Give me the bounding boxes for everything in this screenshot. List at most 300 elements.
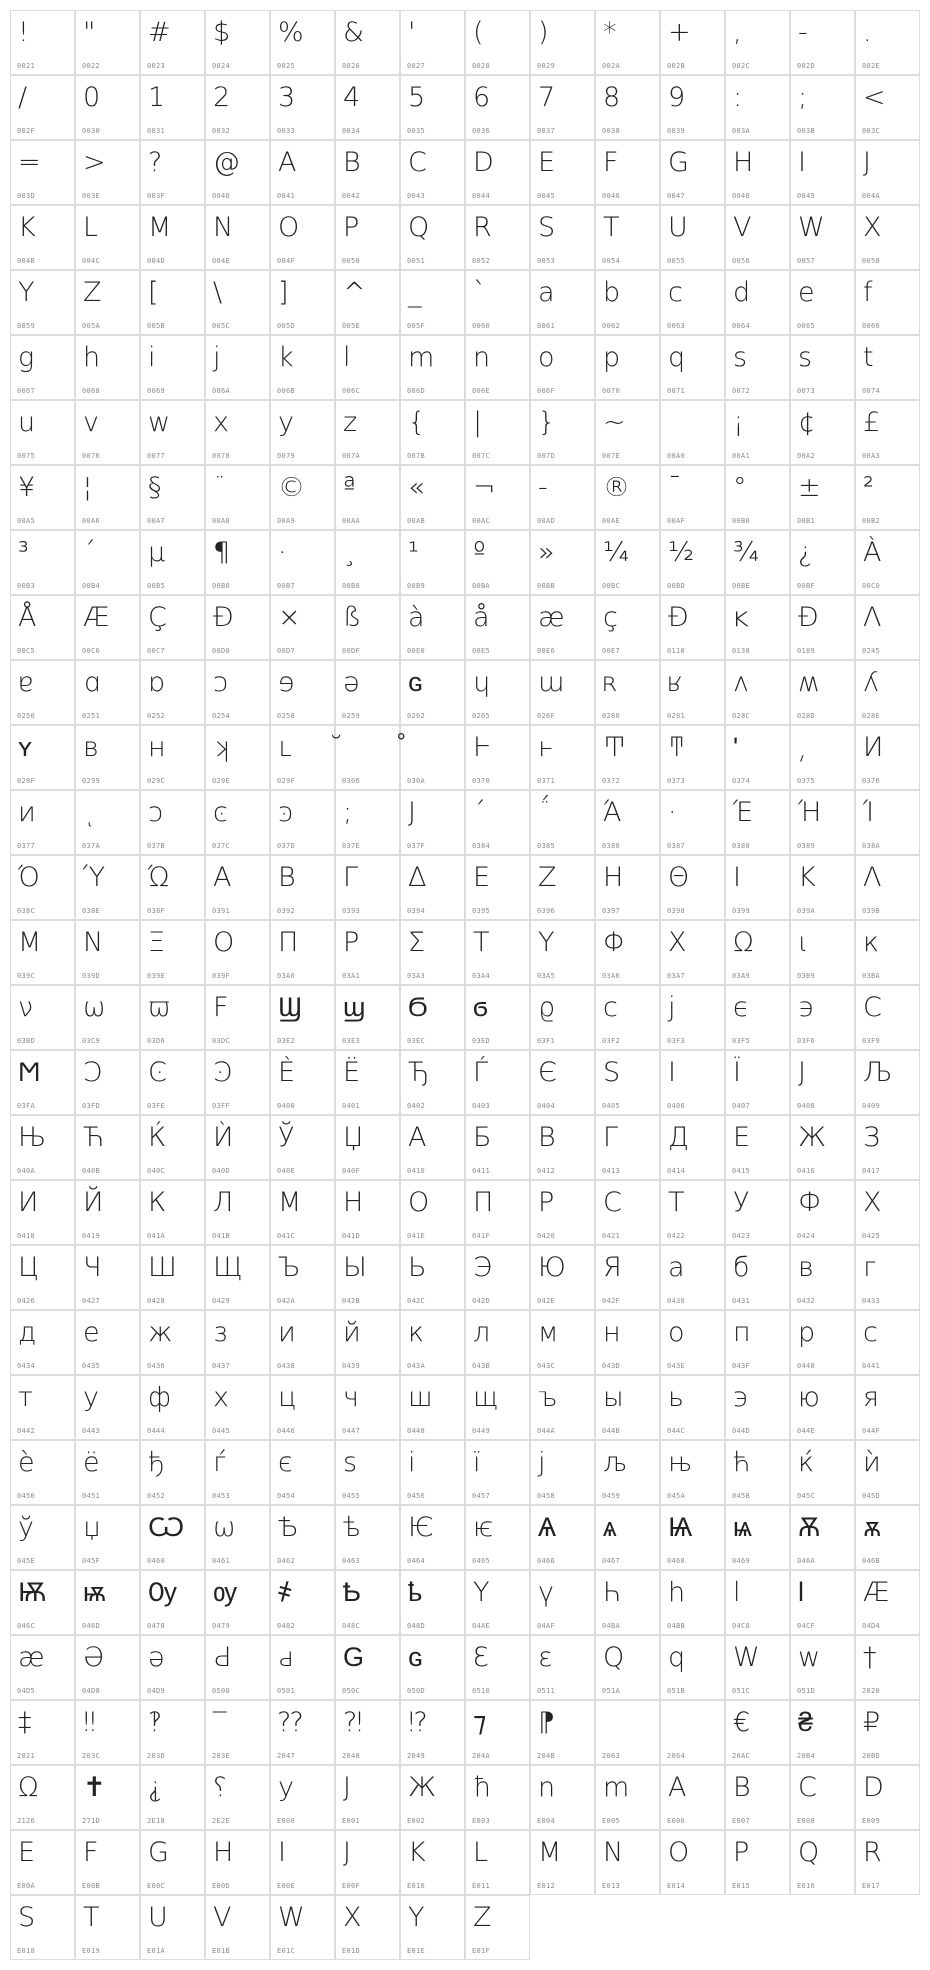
glyph-codepoint: 048D (407, 1622, 426, 1630)
glyph-codepoint: 050D (407, 1687, 426, 1695)
glyph-character: Ѝ (213, 1122, 234, 1153)
glyph-codepoint: 00AC (472, 517, 491, 525)
glyph-character: ( (473, 17, 484, 48)
glyph-cell (790, 1115, 855, 1180)
glyph-character: ы (603, 1382, 624, 1413)
glyph-cell (335, 1440, 400, 1505)
glyph-cell (10, 1830, 75, 1895)
glyph-character: ԁ (278, 1642, 294, 1673)
glyph-character: { (408, 407, 426, 438)
glyph-cell (465, 1440, 530, 1505)
glyph-cell (205, 725, 270, 790)
glyph-codepoint: 0372 (602, 777, 621, 785)
glyph-cell (790, 1635, 855, 1700)
glyph-cell (10, 920, 75, 985)
glyph-cell (790, 595, 855, 660)
glyph-codepoint: 006D (407, 387, 426, 395)
glyph-codepoint: 00B0 (732, 517, 751, 525)
glyph-character: ¹ (408, 537, 419, 568)
glyph-character: c (668, 277, 683, 308)
glyph-character: Q (798, 1837, 820, 1868)
glyph-character: Ў (278, 1122, 295, 1153)
glyph-character: џ (83, 1512, 101, 1543)
glyph-codepoint: 0025 (277, 62, 296, 70)
glyph-codepoint: 03F9 (862, 1037, 881, 1045)
glyph-codepoint: 0445 (212, 1427, 231, 1435)
glyph-cell (465, 855, 530, 920)
glyph-cell (725, 920, 790, 985)
glyph-cell (75, 335, 140, 400)
glyph-character: ¬ (473, 472, 496, 503)
glyph-character: ɘ (278, 667, 295, 698)
glyph-character: ¼ (603, 537, 630, 568)
glyph-cell (270, 1115, 335, 1180)
glyph-character: ` (473, 277, 487, 308)
glyph-cell (75, 75, 140, 140)
glyph-character: г (863, 1252, 877, 1283)
glyph-character: п (733, 1317, 751, 1348)
glyph-cell (335, 530, 400, 595)
glyph-character: Ν (83, 927, 104, 958)
glyph-character: Ͳ (603, 732, 627, 763)
glyph-cell (595, 1115, 660, 1180)
glyph-character: ; (798, 82, 808, 113)
glyph-codepoint: 0469 (732, 1557, 751, 1565)
glyph-codepoint: 0392 (277, 907, 296, 915)
glyph-codepoint: E01E (407, 1947, 426, 1955)
glyph-codepoint: 203C (82, 1752, 101, 1760)
glyph-character: ν (18, 992, 34, 1023)
glyph-character: ϭ (473, 992, 488, 1023)
glyph-character: Я (603, 1252, 622, 1283)
glyph-codepoint: 0073 (797, 387, 816, 395)
glyph-codepoint: 0371 (537, 777, 556, 785)
glyph-cell (10, 1375, 75, 1440)
glyph-cell (335, 920, 400, 985)
glyph-codepoint: 0049 (797, 192, 816, 200)
glyph-codepoint: 040E (277, 1167, 296, 1175)
glyph-cell (790, 205, 855, 270)
glyph-cell (465, 1700, 530, 1765)
glyph-codepoint: 04CF (797, 1622, 816, 1630)
glyph-cell (855, 1505, 920, 1570)
glyph-codepoint: 0417 (862, 1167, 881, 1175)
glyph-codepoint: E00F (342, 1882, 361, 1890)
glyph-codepoint: E01B (212, 1947, 231, 1955)
glyph-cell (595, 400, 660, 465)
glyph-cell (205, 855, 270, 920)
glyph-cell (335, 10, 400, 75)
glyph-codepoint: 041C (277, 1232, 296, 1240)
glyph-character: Έ (733, 797, 754, 828)
glyph-row (10, 1700, 920, 1765)
glyph-codepoint: 0034 (342, 127, 361, 135)
glyph-character: Å (18, 602, 37, 633)
glyph-codepoint: 03EC (407, 1037, 426, 1045)
glyph-character: ϶ (798, 992, 815, 1023)
glyph-codepoint: 00B2 (862, 517, 881, 525)
glyph-character: ¢ (798, 407, 816, 438)
glyph-cell (595, 1635, 660, 1700)
glyph-character: : (733, 82, 743, 113)
glyph-cell (205, 790, 270, 855)
glyph-character: Ӕ (863, 1577, 890, 1608)
glyph-codepoint: 0050 (342, 257, 361, 265)
glyph-cell (205, 1635, 270, 1700)
glyph-cell (595, 1245, 660, 1310)
glyph-cell (530, 1115, 595, 1180)
glyph-cell (855, 985, 920, 1050)
glyph-cell (140, 920, 205, 985)
glyph-codepoint: 00B6 (212, 582, 231, 590)
glyph-cell (270, 1895, 335, 1960)
glyph-codepoint: 00B9 (407, 582, 426, 590)
glyph-cell (530, 10, 595, 75)
glyph-codepoint: 0071 (667, 387, 686, 395)
glyph-character: ʏ (18, 732, 33, 763)
glyph-character: g (18, 342, 35, 373)
glyph-character: щ (473, 1382, 499, 1413)
glyph-codepoint: 0062 (602, 322, 621, 330)
glyph-codepoint: 043D (602, 1362, 621, 1370)
glyph-cell (855, 1310, 920, 1375)
glyph-cell (10, 1895, 75, 1960)
glyph-cell (270, 1375, 335, 1440)
glyph-codepoint: 0423 (732, 1232, 751, 1240)
glyph-character: њ (668, 1447, 693, 1478)
glyph-cell (400, 75, 465, 140)
glyph-character: Ѩ (668, 1512, 693, 1543)
glyph-cell (140, 1375, 205, 1440)
glyph-character: Ѕ (603, 1057, 621, 1088)
glyph-codepoint: 0042 (342, 192, 361, 200)
glyph-cell (530, 1050, 595, 1115)
glyph-character: ʎ (863, 667, 879, 698)
glyph-character: С (603, 1187, 622, 1218)
glyph-character: м (538, 1317, 559, 1348)
glyph-row (10, 1440, 920, 1505)
glyph-character: Ω (18, 1772, 39, 1803)
glyph-character: Đ (668, 602, 689, 633)
glyph-character: Ѓ (473, 1057, 489, 1088)
glyph-character: C (408, 147, 427, 178)
glyph-codepoint: E009 (862, 1817, 881, 1825)
glyph-codepoint: 03F5 (732, 1037, 751, 1045)
glyph-character: n (473, 342, 491, 373)
glyph-cell (335, 1830, 400, 1895)
glyph-cell (465, 1050, 530, 1115)
glyph-codepoint: 0373 (667, 777, 686, 785)
glyph-cell (205, 1765, 270, 1830)
glyph-character: Ы (343, 1252, 367, 1283)
glyph-codepoint: E00C (147, 1882, 166, 1890)
glyph-cell (660, 1635, 725, 1700)
glyph-codepoint: 005A (82, 322, 101, 330)
glyph-character: L (83, 212, 99, 243)
glyph-codepoint: 042E (537, 1297, 556, 1305)
glyph-character: ± (798, 472, 821, 503)
glyph-cell (400, 1635, 465, 1700)
glyph-codepoint: 20B4 (797, 1752, 816, 1760)
glyph-cell (140, 335, 205, 400)
glyph-character: М (278, 1187, 302, 1218)
glyph-cell (270, 855, 335, 920)
glyph-codepoint: 203E (212, 1752, 231, 1760)
glyph-codepoint: 00B4 (82, 582, 101, 590)
glyph-character: > (83, 147, 106, 178)
glyph-codepoint: 0072 (732, 387, 751, 395)
glyph-codepoint: 0078 (212, 452, 231, 460)
glyph-character: n (538, 1772, 556, 1803)
glyph-codepoint: 0070 (602, 387, 621, 395)
glyph-character: ϖ (148, 992, 171, 1023)
glyph-character: ' (408, 17, 416, 48)
glyph-row (10, 465, 920, 530)
glyph-cell (270, 1570, 335, 1635)
glyph-codepoint: E00B (82, 1882, 101, 1890)
glyph-character: Ύ (83, 862, 106, 893)
glyph-cell (530, 855, 595, 920)
glyph-character: ⁇ (278, 1707, 303, 1738)
glyph-character: ɥ (473, 667, 491, 698)
glyph-character: L (473, 1837, 489, 1868)
glyph-cell (855, 920, 920, 985)
glyph-character: Э (473, 1252, 492, 1283)
glyph-character: \ (213, 277, 223, 308)
glyph-cell (790, 75, 855, 140)
glyph-cell (400, 1050, 465, 1115)
glyph-cell (140, 10, 205, 75)
glyph-character: и (278, 1317, 296, 1348)
glyph-codepoint: 041D (342, 1232, 361, 1240)
glyph-cell (855, 1830, 920, 1895)
glyph-codepoint: 0439 (342, 1362, 361, 1370)
glyph-codepoint: 00B1 (797, 517, 816, 525)
glyph-codepoint: 006C (342, 387, 361, 395)
glyph-character: * (603, 17, 617, 48)
glyph-character: ͺ (83, 797, 93, 828)
glyph-cell (400, 1375, 465, 1440)
glyph-codepoint: E00D (212, 1882, 231, 1890)
glyph-character: К (148, 1187, 167, 1218)
glyph-cell (400, 140, 465, 205)
glyph-codepoint: 0037 (537, 127, 556, 135)
glyph-codepoint: 2064 (667, 1752, 686, 1760)
glyph-row (10, 1830, 920, 1895)
glyph-character: ͽ (278, 797, 293, 828)
glyph-cell (855, 1440, 920, 1505)
glyph-character: ʀ (603, 667, 620, 698)
glyph-codepoint: 03A3 (407, 972, 426, 980)
glyph-cell (10, 855, 75, 920)
glyph-codepoint: 0055 (667, 257, 686, 265)
glyph-codepoint: 0454 (277, 1492, 296, 1500)
glyph-cell (465, 1115, 530, 1180)
glyph-codepoint: 039B (862, 907, 881, 915)
glyph-character: 4 (343, 82, 361, 113)
glyph-character: ӏ (798, 1577, 804, 1608)
glyph-codepoint: 003F (147, 192, 166, 200)
glyph-character: Ή (798, 797, 822, 828)
glyph-codepoint: 2E18 (147, 1817, 166, 1825)
glyph-codepoint: 046B (862, 1557, 881, 1565)
glyph-codepoint: 00A9 (277, 517, 296, 525)
glyph-cell (75, 985, 140, 1050)
glyph-character: x (213, 407, 229, 438)
glyph-character: Φ (603, 927, 627, 958)
glyph-codepoint: 0045 (537, 192, 556, 200)
glyph-cell (75, 1635, 140, 1700)
glyph-codepoint: 007D (537, 452, 556, 460)
glyph-character: х (213, 1382, 229, 1413)
glyph-codepoint: 005E (342, 322, 361, 330)
glyph-cell (75, 725, 140, 790)
glyph-codepoint: 0441 (862, 1362, 881, 1370)
glyph-character: ϣ (343, 992, 366, 1023)
glyph-character: Ρ (343, 927, 360, 958)
glyph-codepoint: E011 (472, 1882, 491, 1890)
glyph-codepoint: 051B (667, 1687, 686, 1695)
glyph-character: ѧ (603, 1512, 617, 1543)
glyph-cell (595, 530, 660, 595)
glyph-cell (660, 335, 725, 400)
glyph-cell (855, 335, 920, 400)
glyph-cell (595, 660, 660, 725)
glyph-cell (660, 595, 725, 660)
glyph-character: U (668, 212, 688, 243)
glyph-cell (75, 660, 140, 725)
glyph-codepoint: 040F (342, 1167, 361, 1175)
glyph-cell (530, 660, 595, 725)
glyph-codepoint: E010 (407, 1882, 426, 1890)
glyph-codepoint: 2020 (862, 1687, 881, 1695)
glyph-cell (595, 1375, 660, 1440)
glyph-cell (10, 1310, 75, 1375)
glyph-codepoint: 040D (212, 1167, 231, 1175)
glyph-cell (75, 1245, 140, 1310)
glyph-codepoint: E019 (82, 1947, 101, 1955)
glyph-cell (725, 790, 790, 855)
glyph-cell (10, 595, 75, 660)
glyph-cell (595, 1310, 660, 1375)
glyph-codepoint: 0254 (212, 712, 231, 720)
glyph-character: ќ (798, 1447, 815, 1478)
glyph-codepoint: 0450 (17, 1492, 36, 1500)
glyph-codepoint: 03FE (147, 1102, 166, 1110)
glyph-cell (660, 530, 725, 595)
glyph-codepoint: 003E (82, 192, 101, 200)
glyph-character: ͱ (538, 732, 554, 763)
glyph-codepoint: 0455 (342, 1492, 361, 1500)
glyph-character: Ϳ (408, 797, 416, 828)
glyph-codepoint: E002 (407, 1817, 426, 1825)
glyph-cell (10, 400, 75, 465)
glyph-cell (10, 465, 75, 530)
glyph-cell (790, 660, 855, 725)
glyph-codepoint: 0428 (147, 1297, 166, 1305)
glyph-codepoint: 00BE (732, 582, 751, 590)
glyph-cell (140, 855, 205, 920)
glyph-cell (400, 1570, 465, 1635)
glyph-cell (140, 270, 205, 335)
glyph-character: © (278, 472, 305, 503)
glyph-codepoint: 00DF (342, 647, 361, 655)
glyph-codepoint: 005F (407, 322, 426, 330)
glyph-cell (660, 400, 725, 465)
glyph-character: Ϣ (278, 992, 303, 1023)
glyph-character: N (603, 1837, 624, 1868)
glyph-character: 3 (278, 82, 296, 113)
glyph-codepoint: 0064 (732, 322, 751, 330)
glyph-cell (855, 1570, 920, 1635)
glyph-codepoint: 00BB (537, 582, 556, 590)
glyph-cell (10, 270, 75, 335)
glyph-codepoint: 0479 (212, 1622, 231, 1630)
glyph-cell (595, 1570, 660, 1635)
glyph-codepoint: E01A (147, 1947, 166, 1955)
glyph-cell (205, 400, 270, 465)
glyph-cell (335, 1115, 400, 1180)
glyph-character: v (83, 407, 99, 438)
glyph-character: D (473, 147, 494, 178)
glyph-cell (660, 1375, 725, 1440)
glyph-cell (140, 205, 205, 270)
glyph-codepoint: 042D (472, 1297, 491, 1305)
glyph-character: ɒ (148, 667, 166, 698)
glyph-cell (205, 1245, 270, 1310)
glyph-cell (465, 1830, 530, 1895)
glyph-cell (270, 1440, 335, 1505)
glyph-character: ~ (603, 407, 626, 438)
glyph-codepoint: E001 (342, 1817, 361, 1825)
glyph-codepoint: 043C (537, 1362, 556, 1370)
glyph-cell (400, 1830, 465, 1895)
glyph-cell (855, 75, 920, 140)
glyph-character: B (343, 147, 361, 178)
glyph-codepoint: 0048 (732, 192, 751, 200)
glyph-character: l (343, 342, 351, 373)
glyph-codepoint: 00C7 (147, 647, 166, 655)
glyph-cell (140, 1310, 205, 1375)
glyph-cell (595, 205, 660, 270)
glyph-character: . (863, 17, 872, 48)
glyph-cell (335, 1635, 400, 1700)
glyph-character: ³ (18, 537, 29, 568)
glyph-cell (140, 1765, 205, 1830)
glyph-cell (595, 855, 660, 920)
glyph-codepoint: 0461 (212, 1557, 231, 1565)
glyph-cell (465, 335, 530, 400)
glyph-character: Б (473, 1122, 492, 1153)
glyph-cell (400, 530, 465, 595)
glyph-character: ә (148, 1642, 165, 1673)
glyph-cell (400, 1115, 465, 1180)
glyph-codepoint: 0430 (667, 1297, 686, 1305)
glyph-cell (270, 1505, 335, 1570)
glyph-character: ԍ (408, 1642, 424, 1673)
glyph-codepoint: E015 (732, 1882, 751, 1890)
glyph-character: ] (278, 277, 289, 308)
glyph-character: z (343, 407, 358, 438)
glyph-cell (10, 1635, 75, 1700)
glyph-character: ¾ (733, 537, 760, 568)
glyph-character: Р (538, 1187, 555, 1218)
glyph-character: ^ (343, 277, 366, 308)
glyph-cell (270, 1050, 335, 1115)
glyph-cell (855, 790, 920, 855)
glyph-character: Ѫ (798, 1512, 821, 1543)
glyph-cell (725, 1310, 790, 1375)
